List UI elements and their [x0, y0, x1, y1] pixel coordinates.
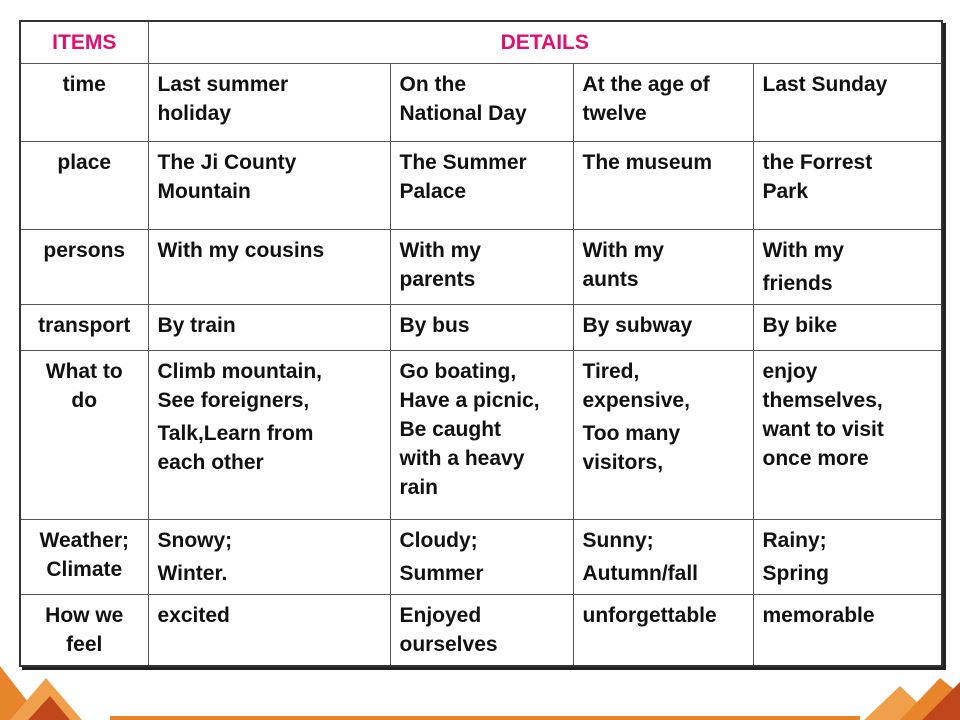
cell-text: The museum	[582, 150, 713, 174]
cell-text: Talk,Learn from each other	[157, 421, 314, 474]
cell-text: enjoy themselves, want to visit once more	[762, 359, 884, 470]
table-cell	[753, 141, 942, 229]
table-cell	[753, 63, 942, 141]
row-label	[20, 141, 148, 229]
table-cell	[148, 141, 390, 229]
cell-text: Snowy;	[157, 528, 233, 552]
cell-text: Tired, expensive,	[582, 359, 690, 412]
row-label-text: persons	[43, 238, 126, 262]
cell-text: By bus	[399, 313, 470, 337]
table-row	[20, 141, 942, 229]
cell-text: By train	[157, 313, 236, 337]
bottom-rule	[110, 716, 860, 720]
cell-text: unforgettable	[582, 603, 717, 627]
cell-text: Last Sunday	[762, 72, 888, 96]
bottom-right-decoration	[860, 658, 960, 720]
table-cell	[390, 594, 573, 666]
row-label-text: How we feel	[45, 603, 124, 656]
cell-text: With my	[762, 238, 844, 262]
table-cell	[390, 350, 573, 519]
row-label-text: What to do	[45, 359, 123, 412]
cell-text: Go boating, Have a picnic, Be caught with a heavy rain	[399, 359, 540, 499]
table-row	[20, 350, 942, 519]
table-cell	[573, 594, 753, 666]
table-row	[20, 304, 942, 350]
cell-text: memorable	[762, 603, 875, 627]
table-cell	[148, 63, 390, 141]
table-cell	[390, 304, 573, 350]
cell-text: By subway	[582, 313, 693, 337]
details-table	[19, 20, 943, 667]
table-cell	[753, 304, 942, 350]
cell-text: Climb mountain, See foreigners,	[157, 359, 322, 412]
cell-text: Autumn/fall	[582, 561, 698, 585]
table-cell	[753, 350, 942, 519]
cell-text: excited	[157, 603, 230, 627]
table-row	[20, 594, 942, 666]
cell-text: The Summer Palace	[399, 150, 527, 203]
row-label-text: transport	[38, 313, 131, 337]
cell-text: With my cousins	[157, 238, 325, 262]
header-items: ITEMS	[20, 21, 148, 63]
cell-text: At the age of twelve	[582, 72, 710, 125]
cell-text: With my aunts	[582, 238, 664, 291]
table-row	[20, 519, 942, 594]
table-cell	[148, 229, 390, 304]
row-label-text: time	[62, 72, 106, 96]
cell-text: Too many visitors,	[582, 421, 681, 474]
table-cell	[148, 350, 390, 519]
table-cell	[573, 350, 753, 519]
cell-text: Spring	[762, 561, 829, 585]
cell-text: On the National Day	[399, 72, 527, 125]
table-cell	[390, 63, 573, 141]
row-label	[20, 519, 148, 594]
cell-text: the Forrest Park	[762, 150, 873, 203]
table-cell	[148, 304, 390, 350]
cell-text: Enjoyed ourselves	[399, 603, 498, 656]
cell-text: With my parents	[399, 238, 481, 291]
cell-text: Last summer holiday	[157, 72, 289, 125]
row-label	[20, 304, 148, 350]
header-details: DETAILS	[148, 21, 942, 63]
cell-text: Winter.	[157, 561, 228, 585]
table-row	[20, 63, 942, 141]
cell-text: Rainy;	[762, 528, 827, 552]
row-label-text: Weather; Climate	[39, 528, 129, 581]
row-label	[20, 229, 148, 304]
header-row	[20, 21, 942, 63]
table-cell	[573, 141, 753, 229]
table-row	[20, 229, 942, 304]
table-cell	[573, 519, 753, 594]
cell-text: The Ji County Mountain	[157, 150, 297, 203]
bottom-left-decoration	[0, 658, 110, 720]
table-cell	[573, 304, 753, 350]
cell-text: Summer	[399, 561, 484, 585]
table-cell	[753, 594, 942, 666]
table-cell	[148, 594, 390, 666]
table-cell	[390, 229, 573, 304]
table-cell	[573, 229, 753, 304]
row-label-text: place	[57, 150, 112, 174]
row-label	[20, 350, 148, 519]
table-cell	[390, 519, 573, 594]
cell-text: Cloudy;	[399, 528, 478, 552]
cell-text: By bike	[762, 313, 838, 337]
table-cell	[390, 141, 573, 229]
table-cell	[753, 229, 942, 304]
cell-text: Sunny;	[582, 528, 654, 552]
table-cell	[148, 519, 390, 594]
row-label	[20, 594, 148, 666]
row-label	[20, 63, 148, 141]
cell-text: friends	[762, 271, 833, 295]
table-cell	[573, 63, 753, 141]
table-cell	[753, 519, 942, 594]
